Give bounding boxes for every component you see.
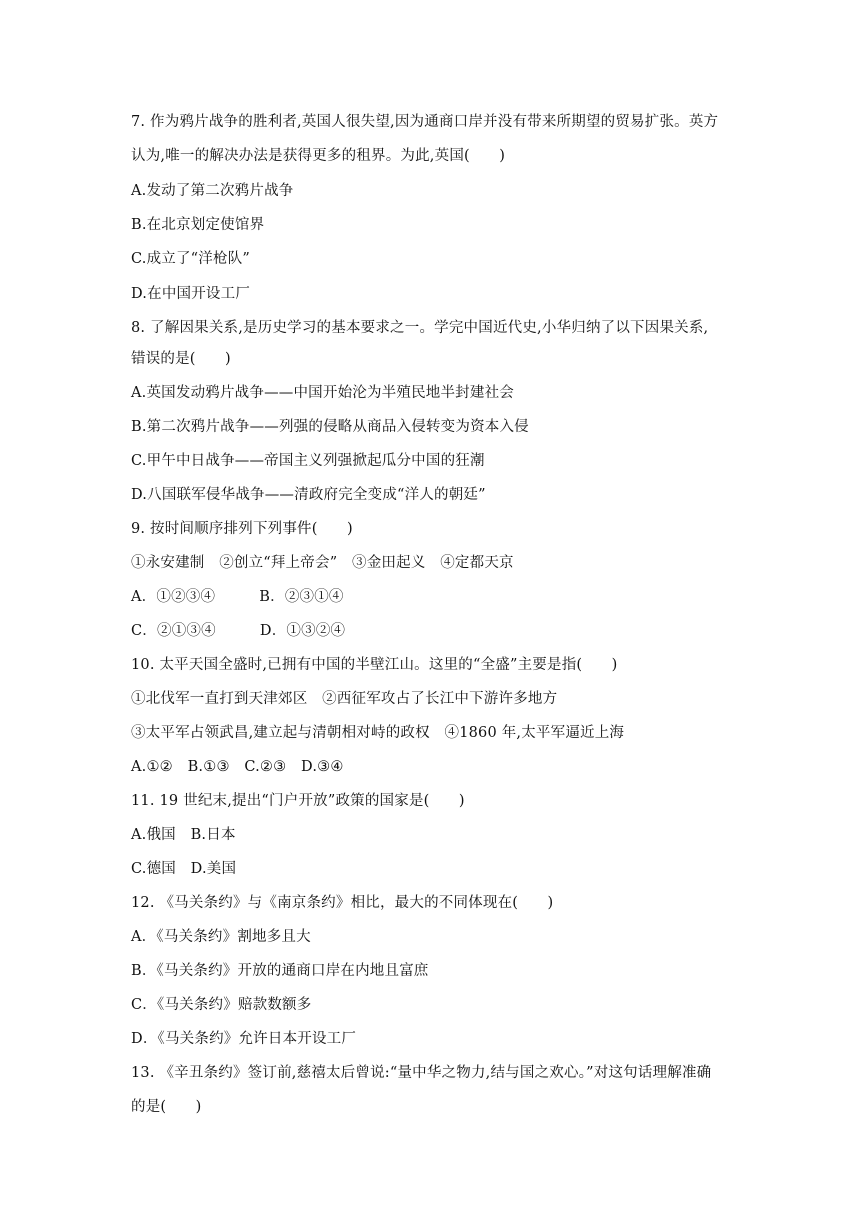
q8-option-c: C.甲午中日战争——帝国主义列强掀起瓜分中国的狂潮 xyxy=(131,453,485,469)
q12-option-b: B．《马关条约》开放的通商口岸在内地且富庶 xyxy=(131,963,429,979)
q9-options-row-1: A．①②③④ B．②③①④ xyxy=(131,589,344,605)
q11-options-row-1: A.俄国 B.日本 xyxy=(131,827,236,843)
q8-option-a: A.英国发动鸦片战争——中国开始沦为半殖民地半封建社会 xyxy=(131,385,514,401)
q8-option-b: B.第二次鸦片战争——列强的侵略从商品入侵转变为资本入侵 xyxy=(131,419,529,435)
q10-stem-line-1: 10. 太平天国全盛时,已拥有中国的半壁江山。这里的“全盛”主要是指( ) xyxy=(131,657,618,673)
q12-option-c: C．《马关条约》赔款数额多 xyxy=(131,997,312,1013)
q12-option-a: A．《马关条约》割地多且大 xyxy=(131,929,311,945)
q8-option-d: D.八国联军侵华战争——清政府完全变成“洋人的朝廷” xyxy=(131,487,486,503)
q9-stem-line-2: ①永安建制 ②创立“拜上帝会” ③金田起义 ④定都天京 xyxy=(131,555,514,571)
q11-options-row-2: C.德国 D.美国 xyxy=(131,861,237,877)
q9-options-row-2: C．②①③④ D．①③②④ xyxy=(131,623,346,639)
q8-stem-line-2: 错误的是( ) xyxy=(131,351,231,367)
q10-stem-line-2: ①北伐军一直打到天津郊区 ②西征军攻占了长江中下游许多地方 xyxy=(131,691,558,707)
q11-stem: 11. 19 世纪末,提出“门户开放”政策的国家是( ) xyxy=(131,793,465,809)
q10-options: A.①② B.①③ C.②③ D.③④ xyxy=(131,759,344,775)
q7-option-a: A.发动了第二次鸦片战争 xyxy=(131,183,294,199)
q9-stem-line-1: 9. 按时间顺序排列下列事件( ) xyxy=(131,521,353,537)
q7-stem-line-1: 7. 作为鸦片战争的胜利者,英国人很失望,因为通商口岸并没有带来所期望的贸易扩张。英方 xyxy=(131,114,719,130)
q7-option-d: D.在中国开设工厂 xyxy=(131,286,251,302)
q12-option-d: D．《马关条约》允许日本开设工厂 xyxy=(131,1031,357,1047)
q7-option-b: B.在北京划定使馆界 xyxy=(131,217,265,233)
q13-stem-line-2: 的是( ) xyxy=(131,1099,202,1115)
q12-stem: 12. 《马关条约》与《南京条约》相比，最大的不同体现在( ) xyxy=(131,895,554,911)
q13-stem-line-1: 13. 《辛丑条约》签订前,慈禧太后曾说:“量中华之物力,结与国之欢心。”对这句话理解准确 xyxy=(131,1065,712,1081)
q10-stem-line-3: ③太平军占领武昌,建立起与清朝相对峙的政权 ④1860 年,太平军逼近上海 xyxy=(131,725,625,741)
q8-stem-line-1: 8. 了解因果关系,是历史学习的基本要求之一。学完中国近代史,小华归纳了以下因果关系, xyxy=(131,320,709,336)
q7-stem-line-2: 认为,唯一的解决办法是获得更多的租界。为此,英国( ) xyxy=(131,148,506,164)
q7-option-c: C.成立了“洋枪队” xyxy=(131,251,251,267)
